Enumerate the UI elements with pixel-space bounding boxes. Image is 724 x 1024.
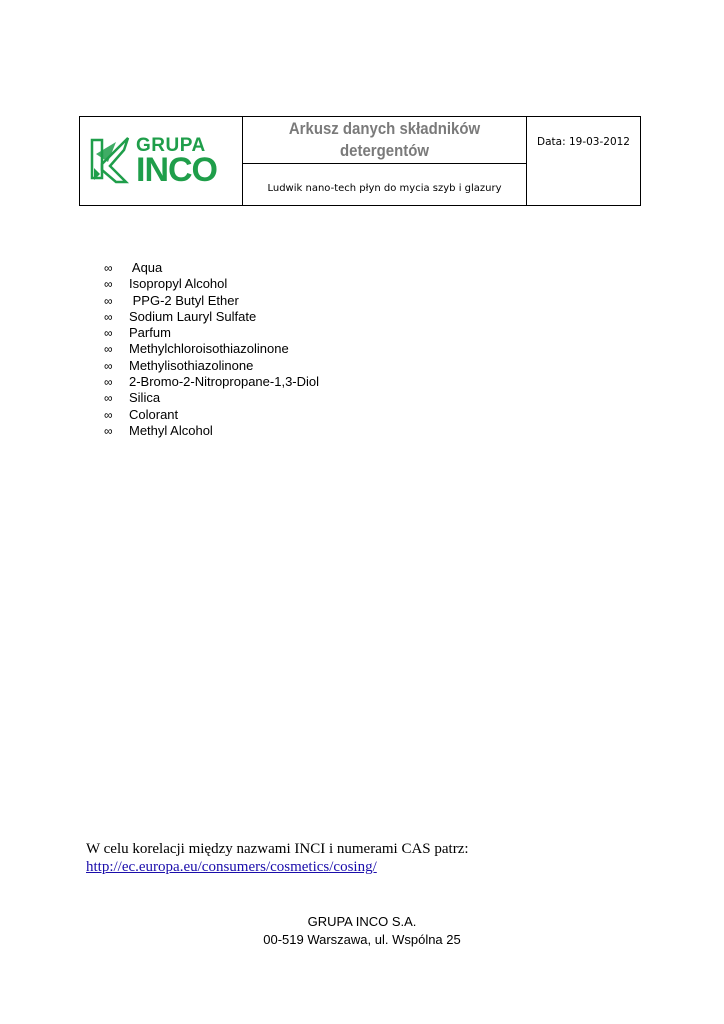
list-item (104, 325, 319, 341)
logo-inco-text: INCO (136, 150, 217, 189)
bullet-icon: ∞ (104, 407, 113, 422)
bullet-icon: ∞ (104, 423, 113, 438)
bullet-icon: ∞ (104, 261, 113, 275)
title-cell (243, 117, 527, 164)
bullet-icon: ∞ (104, 326, 113, 341)
ingredient-name: Methyl Alcohol (129, 422, 213, 438)
product-name: Ludwik nano-tech płyn do mycia szyb i glazury (243, 164, 527, 206)
list-item (104, 260, 319, 276)
ingredient-name: Aqua (129, 260, 163, 275)
logo-cell (80, 117, 243, 206)
bullet-icon: ∞ (104, 309, 113, 324)
list-item (104, 374, 319, 390)
logo-grupa-text: GRUPA (136, 134, 206, 156)
document-title-line2: detergentów (340, 141, 429, 160)
bullet-icon: ∞ (104, 375, 113, 390)
cas-note (86, 840, 469, 876)
header-table (79, 116, 641, 206)
list-item (104, 293, 319, 309)
bullet-icon: ∞ (104, 358, 113, 373)
footer-company: GRUPA INCO S.A. (307, 914, 417, 929)
bullet-icon: ∞ (104, 342, 113, 357)
cosing-link[interactable]: http://ec.europa.eu/consumers/cosmetics/cosing/ (86, 859, 377, 875)
list-item (104, 358, 319, 374)
bullet-icon: ∞ (104, 277, 113, 292)
bullet-icon: ∞ (104, 293, 113, 308)
ingredient-name: Sodium Lauryl Sulfate (129, 308, 257, 324)
ingredient-name: Silica (129, 390, 161, 406)
cas-note-text: W celu korelacji między nazwami INCI i numerami CAS patrz: (86, 841, 469, 857)
list-item (104, 309, 319, 325)
document-date: Data: 19-03-2012 (537, 136, 630, 148)
logo-mark-icon (88, 134, 132, 188)
ingredient-name: Methylisothiazolinone (129, 357, 254, 373)
list-item (104, 390, 319, 406)
list-item (104, 276, 319, 292)
company-logo (80, 134, 242, 188)
footer-address: 00-519 Warszawa, ul. Wspólna 25 (263, 932, 461, 947)
ingredient-name: Methylchloroisothiazolinone (129, 341, 289, 357)
footer (0, 913, 724, 949)
list-item (104, 423, 319, 439)
bullet-icon: ∞ (104, 391, 113, 406)
ingredient-name: 2-Bromo-2-Nitropropane-1,3-Diol (129, 374, 320, 390)
ingredients-list (104, 260, 319, 439)
ingredient-name: Colorant (129, 406, 179, 422)
list-item (104, 407, 319, 423)
ingredient-name: Isopropyl Alcohol (129, 276, 228, 292)
ingredient-name: Parfum (129, 325, 171, 341)
date-cell (527, 117, 641, 206)
list-item (104, 341, 319, 357)
ingredient-name: PPG-2 Butyl Ether (129, 292, 239, 308)
document-title-line1: Arkusz danych składników (288, 119, 481, 138)
